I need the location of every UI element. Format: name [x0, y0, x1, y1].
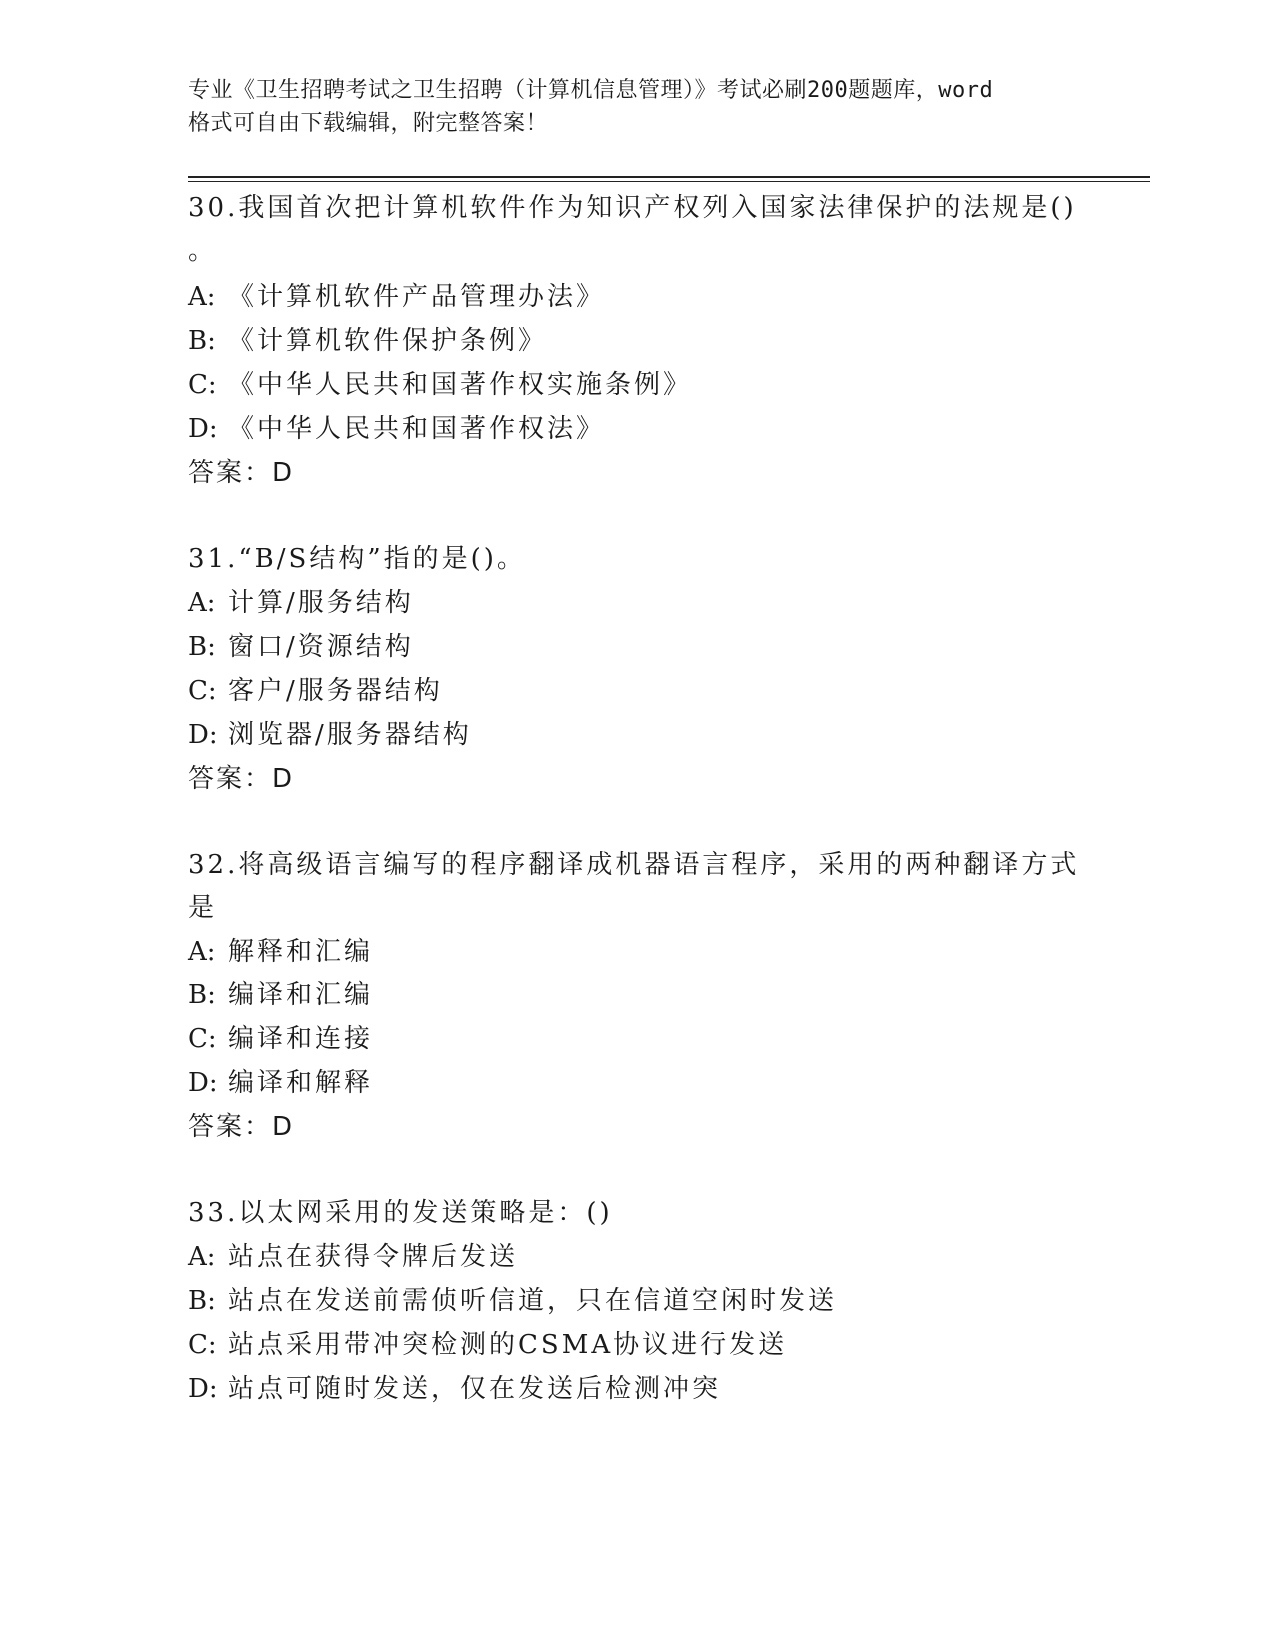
header-line-2: 格式可自由下载编辑，附完整答案！: [188, 111, 549, 136]
question-31-option-d: D: 浏览器/服务器结构: [188, 720, 472, 750]
question-30-option-d: D: 《中华人民共和国著作权法》: [188, 414, 606, 444]
question-30-stem-line-2: 。: [188, 236, 218, 266]
header-divider-thin: [188, 181, 1150, 182]
question-30-stem-line-1: 30.我国首次把计算机软件作为知识产权列入国家法律保护的法规是(): [188, 193, 1077, 223]
question-33-option-b: B: 站点在发送前需侦听信道，只在信道空闲时发送: [188, 1286, 838, 1316]
question-32-option-a: A: 解释和汇编: [188, 937, 374, 967]
header-line-1: 专业《卫生招聘考试之卫生招聘（计算机信息管理）》考试必刷200题题库，word: [188, 78, 994, 103]
question-30-option-c: C: 《中华人民共和国著作权实施条例》: [188, 370, 693, 400]
question-32-stem-line-2: 是: [188, 893, 218, 923]
question-32-answer: 答案：D: [188, 1112, 295, 1142]
question-31-option-a: A: 计算/服务结构: [188, 588, 414, 618]
question-32-stem-line-1: 32.将高级语言编写的程序翻译成机器语言程序，采用的两种翻译方式: [188, 850, 1080, 880]
question-30-option-b: B: 《计算机软件保护条例》: [188, 326, 548, 356]
question-31-stem-line-1: 31.“B/S结构”指的是()。: [188, 544, 526, 574]
question-32-option-c: C: 编译和连接: [188, 1024, 374, 1054]
question-31-option-c: C: 客户/服务器结构: [188, 676, 443, 706]
question-33-stem-line-1: 33.以太网采用的发送策略是：(): [188, 1198, 613, 1228]
question-33-option-c: C: 站点采用带冲突检测的CSMA协议进行发送: [188, 1330, 788, 1360]
document-header: [188, 74, 1088, 140]
question-31-answer: 答案：D: [188, 764, 295, 794]
question-30-answer: 答案：D: [188, 458, 295, 488]
question-30-option-a: A: 《计算机软件产品管理办法》: [188, 282, 606, 312]
question-31-option-b: B: 窗口/资源结构: [188, 632, 414, 662]
header-divider: [188, 176, 1150, 178]
question-33-option-a: A: 站点在获得令牌后发送: [188, 1242, 519, 1272]
question-33-option-d: D: 站点可随时发送，仅在发送后检测冲突: [188, 1374, 722, 1404]
question-32-option-b: B: 编译和汇编: [188, 980, 374, 1010]
question-32-option-d: D: 编译和解释: [188, 1068, 374, 1098]
